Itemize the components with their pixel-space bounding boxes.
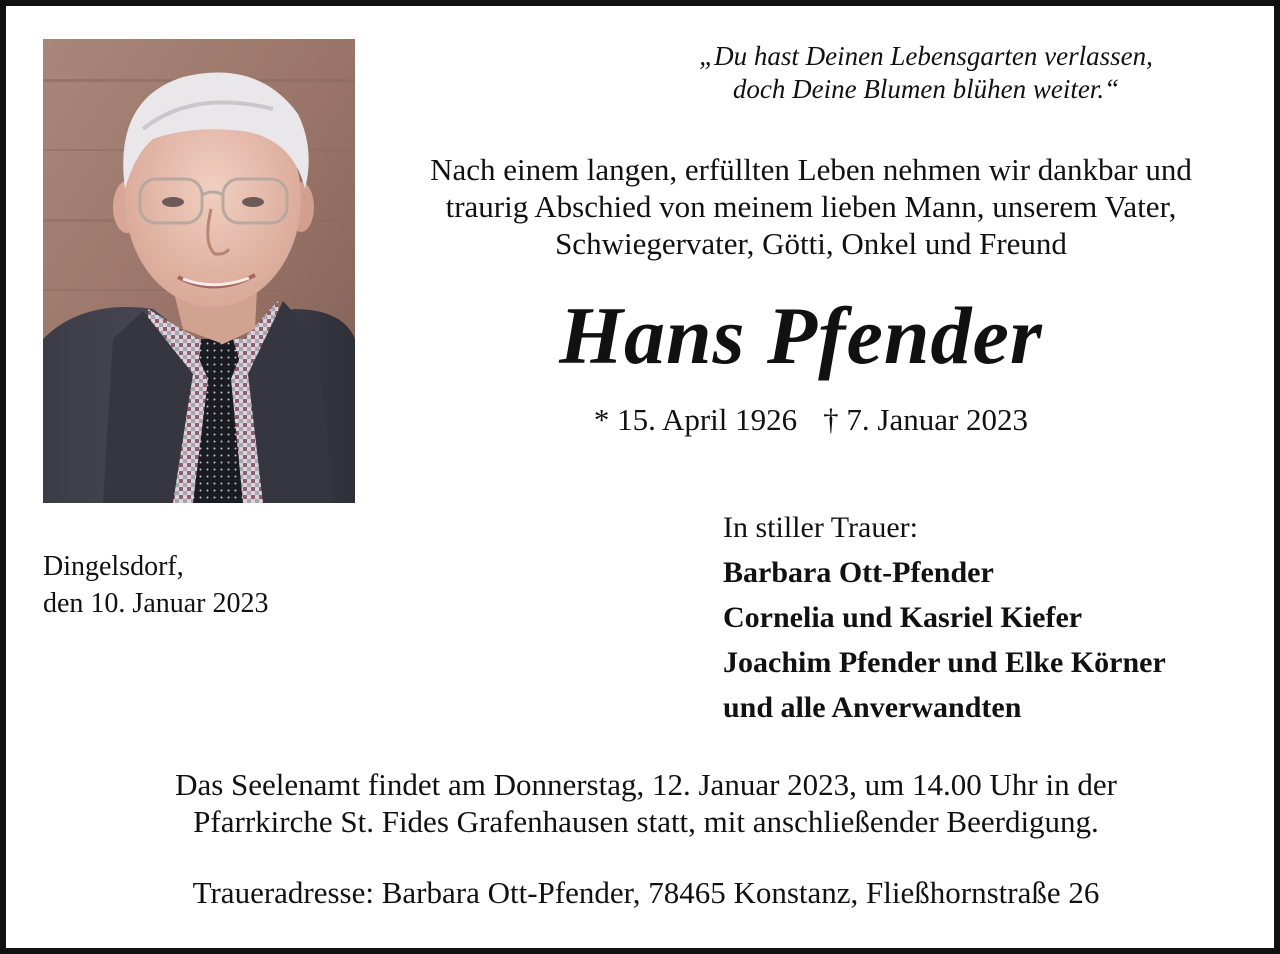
farewell-line-2: traurig Abschied von meinem lieben Mann, unserem Vater, <box>445 189 1177 224</box>
farewell-line-3: Schwiegervater, Götti, Onkel und Freund <box>555 226 1067 261</box>
quote-line-2: doch Deine Blumen blühen weiter.“ <box>732 74 1120 104</box>
service-line-1: Das Seelenamt findet am Donnerstag, 12. Januar 2023, um 14.00 Uhr in der <box>175 767 1117 802</box>
deceased-name: Hans Pfender <box>559 290 1043 381</box>
mourners-list <box>723 505 1166 730</box>
notice-date: den 10. Januar 2023 <box>43 588 269 619</box>
mourners-heading: In stiller Trauer: <box>723 511 918 544</box>
service-line-2: Pfarrkirche St. Fides Grafenhausen statt, mit anschließender Beerdigung. <box>193 804 1099 839</box>
birth-date: * 15. April 1926 <box>593 402 798 437</box>
portrait-photo <box>43 39 355 503</box>
life-dates <box>371 400 1251 440</box>
mourner-name: Barbara Ott-Pfender <box>723 556 994 589</box>
mourner-name: Joachim Pfender und Elke Körner <box>723 646 1166 679</box>
service-info <box>46 766 1246 840</box>
death-date: † 7. Januar 2023 <box>823 402 1029 437</box>
place: Dingelsdorf, <box>43 551 184 582</box>
memorial-quote <box>606 40 1246 106</box>
farewell-text <box>371 151 1251 262</box>
portrait-illustration <box>43 39 355 503</box>
mourner-name: Cornelia und Kasriel Kiefer <box>723 601 1083 634</box>
mourner-name: und alle Anverwandten <box>723 691 1022 724</box>
mourning-address: Traueradresse: Barbara Ott-Pfender, 78465 Konstanz, Fließhornstraße 26 <box>192 875 1100 910</box>
quote-line-1: „Du hast Deinen Lebensgarten verlassen, <box>699 41 1153 71</box>
farewell-line-1: Nach einem langen, erfüllten Leben nehmen wir dankbar und <box>430 152 1192 187</box>
place-and-date <box>43 548 269 622</box>
